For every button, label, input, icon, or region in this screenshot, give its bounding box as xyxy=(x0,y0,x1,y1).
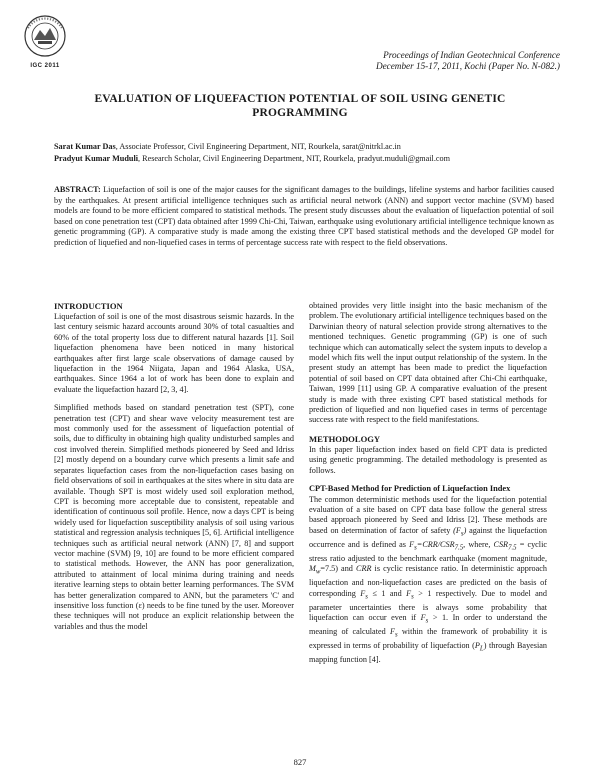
title-line-1: EVALUATION OF LIQUEFACTION POTENTIAL OF SOIL USING GENETIC xyxy=(94,93,506,105)
author-list xyxy=(54,141,574,164)
cpt-method-heading: CPT-Based Method for Prediction of Liquefaction Index xyxy=(309,484,511,494)
author-2 xyxy=(54,153,574,165)
methodology-paragraph: In this paper liquefaction index based on field CPT data is predicted using genetic programming. The detailed methodology is presented as follows. xyxy=(309,444,547,475)
paper-title xyxy=(60,92,540,120)
intro-paragraph-1: Liquefaction of soil is one of the most disastrous seismic hazards. In the last century seismic hazard accounts around 30% of total casualties and 60% of the total property loss due to different natural hazards [1]. Soil liquefaction phenomena have been noticed in many historical earthquakes after first large scale observations of damage caused by liquefaction in the 1964 Niigata, Japan and 1964 Alaska, USA, earthquakes. Since 1964 a lot of work has been done to explain and evaluate the liquefaction hazard [2, 3, 4]. xyxy=(54,312,294,394)
abstract-text: Liquefaction of soil is one of the major causes for the significant damages to the buildings, lifeline systems and harbor facilities caused by the earthquakes. At present artificial intelligence techniques such as artificial neural network (ANN) and support vector machine (SVM) based models are found to be more efficient compared to statistical methods. The present study discusses about the evaluation of liquefaction potential of soil based on cone penetration test (CPT) data obtained after 1999 Chi-Chi, Taiwan, earthquake using evolutionary artificial intelligence technique known as genetic programming (GP). A comparative study is made among the existing three CPT based statistical methods and the developed GP model for prediction of liquefied and non-liquefied cases in terms of percentage success rate with respect to the field observations. xyxy=(54,185,554,247)
intro-paragraph-2: Simplified methods based on standard penetration test (SPT), cone penetration test (CPT) and shear wave velocity measurement test are most commonly used for the assessment of liquefaction potential of soils, due to difficulty in obtaining high quality undisturbed samples and cost involved therein. Simplified methods pioneered by Seed and Idriss [2] mostly depend on a boundary curve which presents a limit safe and separates liquefaction cases from the non-liquefaction cases basing on field observations of soil in earthquakes at the sites where in situ data are available. Though SPT is most widely used soil exploration method, CPT is becoming more acceptable due to consistent, repeatable and identification of continuous soil profile. Hence, now a days CPT is being widely used for liquefaction susceptibility analysis of soil using various statistical and regression analysis techniques [5, 6]. Artificial intelligence techniques such as artificial neural network (ANN) [7, 8] and support vector machine (SVM) [9, 10] are found to be more efficient compared to statistical methods. However, the ANN has poor generalization, attributed to attainment of local minima during training and needs iterative learning steps to obtain better learning performances. The SVM has better generalization compared to ANN, but the parameters 'C' and insensitive loss function (ε) needs to be fine tuned by the user. Moreover these techniques will not produce an explicit relationship between the variables and thus the model xyxy=(54,403,294,631)
abstract xyxy=(54,185,554,249)
conference-line-2: December 15-17, 2011, Kochi (Paper No. N-082.) xyxy=(375,61,560,71)
intro-paragraph-3: obtained provides very little insight into the basic mechanism of the problem. The evolutionary artificial intelligence techniques based on the Darwinian theory of natural selection provide strong alternatives to the mentioned techniques. Genetic programming (GP) is one of such technique which can automatically select the system inputs to develop a model which fits well the input output relationship of the system. In the present study an attempt has been made to predict the liquefaction potential of soil based on CPT data obtained after Chi-Chi earthquake, Taiwan, 1999 [11] using GP. A comparative evaluation of the present study is made with three existing CPT based statistical methods for prediction of liquefied and non liquefied cases in terms of percentage success rate with respect to the field manifestations. xyxy=(309,301,547,425)
methodology-heading: METHODOLOGY xyxy=(309,433,381,444)
title-line-2: PROGRAMMING xyxy=(252,107,348,119)
logo-emblem-icon xyxy=(20,14,70,60)
author-2-name: Pradyut Kumar Muduli xyxy=(54,153,139,163)
author-1-affiliation: , Associate Professor, Civil Engineering Department, NIT, Rourkela, sarat@nitrkl.ac.in xyxy=(115,142,401,151)
conference-logo xyxy=(20,14,70,68)
author-1-name: Sarat Kumar Das xyxy=(54,142,116,151)
introduction-heading: INTRODUCTION xyxy=(54,301,123,311)
cpt-method-paragraph: The common deterministic methods used for the liquefaction potential evaluation of a site based on CPT data base follow the general stress based approach pioneered by Seed and Idriss [2]. These methods are based on determination of factor of safety $(F_s)$ against the liquefaction occurrence and is defined as $F_s=CRR/CSR_{7.5}$, where, $CSR_{7.5}$ = cyclic stress ratio adjusted to the benchmark earthquake (moment magnitude, $M_w=7.5$) and CRR is cyclic resistance ratio. In deterministic approach liquefaction and non-liquefaction cases are predicted on the basis of corresponding $F_s \le 1$ and $F_s > 1$ respectively. Due to model and parameter uncertainties there is always some probability that liquefaction can occur even if $F_s > 1$. In order to understand the meaning of calculated $F_s$ within the framework of probability it is expressed in terms of probability of liquefaction $(P_L)$ through Bayesian mapping function [4]. xyxy=(309,494,548,665)
conference-header xyxy=(290,50,560,72)
author-2-affiliation: , Research Scholar, Civil Engineering Department, NIT, Rourkela, pradyut.muduli@gmail.com xyxy=(138,153,450,163)
conference-line-1: Proceedings of Indian Geotechnical Conference xyxy=(383,50,560,60)
right-column xyxy=(309,301,547,666)
abstract-label: ABSTRACT: xyxy=(54,185,101,194)
left-column xyxy=(54,301,294,632)
page-number: 827 xyxy=(293,757,307,767)
author-1 xyxy=(54,141,574,153)
logo-caption: IGC 2011 xyxy=(30,63,60,69)
